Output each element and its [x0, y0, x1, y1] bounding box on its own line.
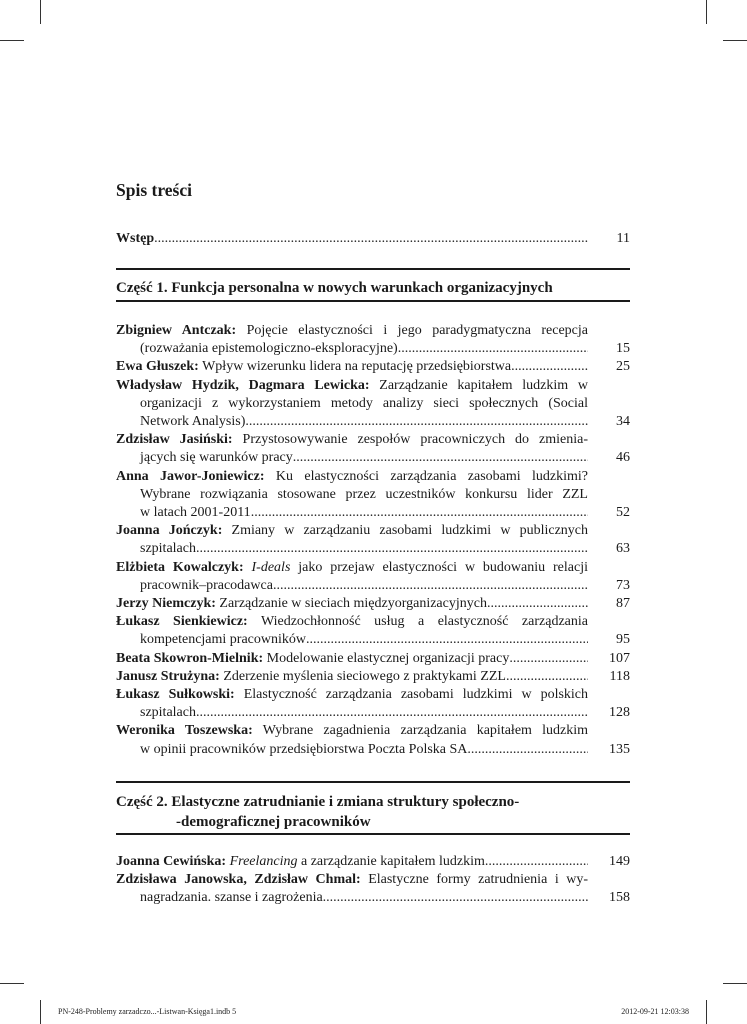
toc-entry[interactable]	[116, 668, 630, 686]
page-number: 34	[616, 414, 630, 430]
section-rule	[116, 781, 630, 783]
leader-dots	[487, 595, 588, 613]
crop-mark	[40, 0, 41, 24]
entry-line	[116, 522, 630, 540]
entry-title-end: kompetencjami pracowników	[140, 632, 307, 648]
page-number: 46	[616, 450, 630, 466]
entry-line	[116, 613, 630, 631]
entry-line	[116, 358, 630, 376]
toc-entry[interactable]	[116, 431, 630, 467]
entry-line	[116, 853, 630, 871]
page-number: 73	[616, 577, 630, 593]
crop-mark	[40, 1000, 41, 1024]
entry-title-end: Network Analysis)	[140, 414, 246, 430]
entry-title-italic: I-deals	[251, 559, 291, 575]
entry-title: Pojęcie elastyczności i jego paradygmatyczna recepcja	[246, 323, 588, 338]
leader-dots	[485, 853, 588, 871]
toc-entry[interactable]	[116, 559, 630, 595]
entry-title: Zarządzanie w sieciach międzyorganizacyjnych	[219, 596, 487, 612]
entry-line	[116, 741, 630, 759]
entry-author: Łukasz Sienkiewicz:	[116, 614, 248, 630]
entry-title-end: szpitalach	[140, 541, 196, 557]
entry-title: Modelowanie elastycznej organizacji pracy	[266, 650, 510, 666]
entry-line	[116, 559, 630, 577]
part-1-title-text: Część 1. Funkcja personalna w nowych warunkach organizacyjnych	[116, 280, 553, 296]
crop-mark	[706, 1000, 707, 1024]
crop-mark	[723, 983, 747, 984]
entry-author: Janusz Strużyna:	[116, 668, 220, 684]
entry-line	[116, 340, 630, 358]
entry-author: Władysław Hydzik, Dagmara Lewicka:	[116, 377, 370, 393]
leader-dots	[306, 631, 588, 649]
toc-entry[interactable]	[116, 358, 630, 376]
page-number: 87	[616, 596, 630, 612]
entry-text	[116, 595, 487, 613]
page-number: 95	[616, 632, 630, 648]
entry-author: Elżbieta Kowalczyk:	[116, 559, 244, 575]
leader-dots	[196, 540, 588, 558]
intro-title: Wstęp	[116, 231, 155, 246]
leader-dots	[467, 741, 588, 759]
entry-line	[116, 686, 630, 704]
entry-author: Weronika Toszewska:	[116, 723, 253, 739]
part-2-title-line1: Część 2. Elastyczne zatrudnianie i zmiana struktury społeczno-	[116, 794, 520, 810]
entry-author: Joanna Cewińska:	[116, 854, 227, 869]
page-number: 149	[609, 854, 630, 869]
toc-entry[interactable]	[116, 650, 630, 668]
entry-text	[116, 650, 509, 668]
footer-file: PN-248-Problemy zarzadczo...-Listwan-Księga1.indb 5	[58, 1007, 237, 1016]
entry-author: Zbigniew Antczak:	[116, 323, 237, 338]
entry-title-end: (rozważania epistemologiczno-eksploracyjne)	[140, 341, 398, 357]
page-number: 52	[616, 505, 630, 521]
leader-dots	[398, 340, 588, 358]
leader-dots	[511, 358, 588, 376]
page-number: 11	[616, 231, 630, 246]
page-number: 135	[609, 741, 630, 757]
entry-title: Zarządzanie kapitałem ludzkim w	[379, 377, 588, 393]
entry-title-end: pracownik–pracodawca	[140, 577, 273, 593]
toc-entry[interactable]	[116, 377, 630, 432]
toc-entry-intro[interactable]	[116, 230, 630, 247]
entry-title-italic: Freelancing	[229, 854, 298, 869]
crop-mark	[706, 0, 707, 24]
leader-dots	[154, 230, 588, 247]
entry-line	[116, 704, 630, 722]
entry-line	[116, 722, 630, 740]
entry-title: Zmiany w zarządzaniu zasobami ludzkimi w publicznych	[231, 523, 588, 539]
page-number: 128	[609, 705, 630, 721]
entry-title-continued: Wybrane rozwiązania stosowane przez uczestników konkursu lider ZZL	[140, 486, 588, 502]
entry-title: jako przejaw elastyczności w budowaniu relacji	[298, 559, 588, 575]
entry-line	[116, 577, 630, 595]
entry-text	[116, 853, 485, 871]
entry-line	[116, 631, 630, 649]
part-2-title	[116, 792, 630, 832]
entry-title: Elastyczne formy zatrudnienia i wy-	[368, 872, 589, 888]
entry-title-end: szpitalach	[140, 705, 196, 721]
leader-dots	[323, 889, 588, 907]
entry-author: Zdzisław Jasiński:	[116, 432, 233, 448]
entry-title: a zarządzanie kapitałem ludzkim	[301, 854, 485, 869]
entry-line	[116, 540, 630, 558]
entry-title: Wiedzochłonność usług a elastyczność zarządzania	[260, 614, 588, 630]
crop-mark	[0, 983, 24, 984]
leader-dots	[196, 704, 588, 722]
entry-line	[116, 322, 630, 340]
toc-entry[interactable]	[116, 853, 630, 871]
leader-dots	[273, 577, 588, 595]
entry-title-end: w latach 2001-2011	[140, 505, 251, 521]
crop-mark	[723, 40, 747, 41]
entry-line	[116, 449, 630, 467]
entry-line	[116, 650, 630, 668]
page-number: 118	[609, 668, 630, 684]
entry-author: Anna Jawor-Joniewicz:	[116, 468, 265, 484]
part-1-title	[116, 278, 630, 298]
entry-line	[116, 468, 630, 486]
entry-title: Elastyczność zarządzania zasobami ludzkimi w polskich	[243, 687, 589, 703]
page-number: 107	[609, 650, 630, 666]
leader-dots	[506, 668, 588, 686]
entry-title: Zderzenie myślenia sieciowego z praktykami ZZL	[223, 668, 506, 684]
section-rule	[116, 268, 630, 270]
toc-entry[interactable]	[116, 722, 630, 758]
page-number: 15	[616, 341, 630, 357]
entry-line	[116, 889, 630, 907]
entry-title: Przystosowywanie zespołów pracowniczych do zmienia-	[242, 432, 588, 448]
entry-title-end: nagradzania. szanse i zagrożenia	[140, 890, 323, 906]
part-2-title-line2: -demograficznej pracowników	[176, 814, 371, 830]
entry-author: Beata Skowron-Mielnik:	[116, 650, 264, 666]
entry-line	[116, 668, 630, 686]
entry-line	[116, 871, 630, 889]
page-number: 25	[616, 359, 630, 375]
toc-entry[interactable]	[116, 522, 630, 558]
entry-author: Zdzisława Janowska, Zdzisław Chmal:	[116, 872, 361, 888]
leader-dots	[251, 504, 588, 522]
entry-author: Łukasz Sułkowski:	[116, 687, 235, 703]
entry-author: Joanna Jończyk:	[116, 523, 223, 539]
entry-text	[116, 358, 511, 376]
entry-line	[116, 413, 630, 431]
section-rule	[116, 300, 630, 302]
footer-timestamp: 2012-09-21 12:03:38	[621, 1007, 689, 1016]
part-2-entries	[116, 853, 630, 908]
leader-dots	[245, 413, 588, 431]
leader-dots	[293, 449, 588, 467]
toc-entry[interactable]	[116, 686, 630, 722]
toc-entry[interactable]	[116, 613, 630, 649]
entry-line	[116, 504, 630, 522]
entry-title: Wybrane zagadnienia zarządzania kapitałem ludzkim	[262, 723, 589, 739]
toc-entry[interactable]	[116, 871, 630, 907]
toc-entry[interactable]	[116, 595, 630, 613]
page-number: 158	[609, 890, 630, 906]
leader-dots	[509, 650, 588, 668]
entry-text	[116, 668, 506, 686]
entry-title-continued: organizacji z wykorzystaniem metody analizy sieci społecznych (Social	[140, 395, 588, 411]
entry-line	[116, 377, 630, 395]
entry-title: Wpływ wizerunku lidera na reputację przedsiębiorstwa	[202, 359, 512, 375]
part-1-entries	[116, 322, 630, 759]
section-rule	[116, 833, 630, 835]
toc-entry[interactable]	[116, 468, 630, 523]
toc-entry[interactable]	[116, 322, 630, 358]
entry-title-end: w opinii pracowników przedsiębiorstwa Poczta Polska SA	[140, 741, 468, 757]
crop-mark	[0, 40, 24, 41]
entry-line	[116, 595, 630, 613]
page-title: Spis treści	[116, 180, 192, 200]
entry-line	[116, 431, 630, 449]
entry-title: Ku elastyczności zarządzania zasobami ludzkimi?	[275, 468, 588, 484]
entry-author: Ewa Głuszek:	[116, 359, 199, 375]
entry-author: Jerzy Niemczyk:	[116, 596, 216, 612]
entry-title-end: jących się warunków pracy	[140, 450, 293, 466]
page-number: 63	[616, 541, 630, 557]
